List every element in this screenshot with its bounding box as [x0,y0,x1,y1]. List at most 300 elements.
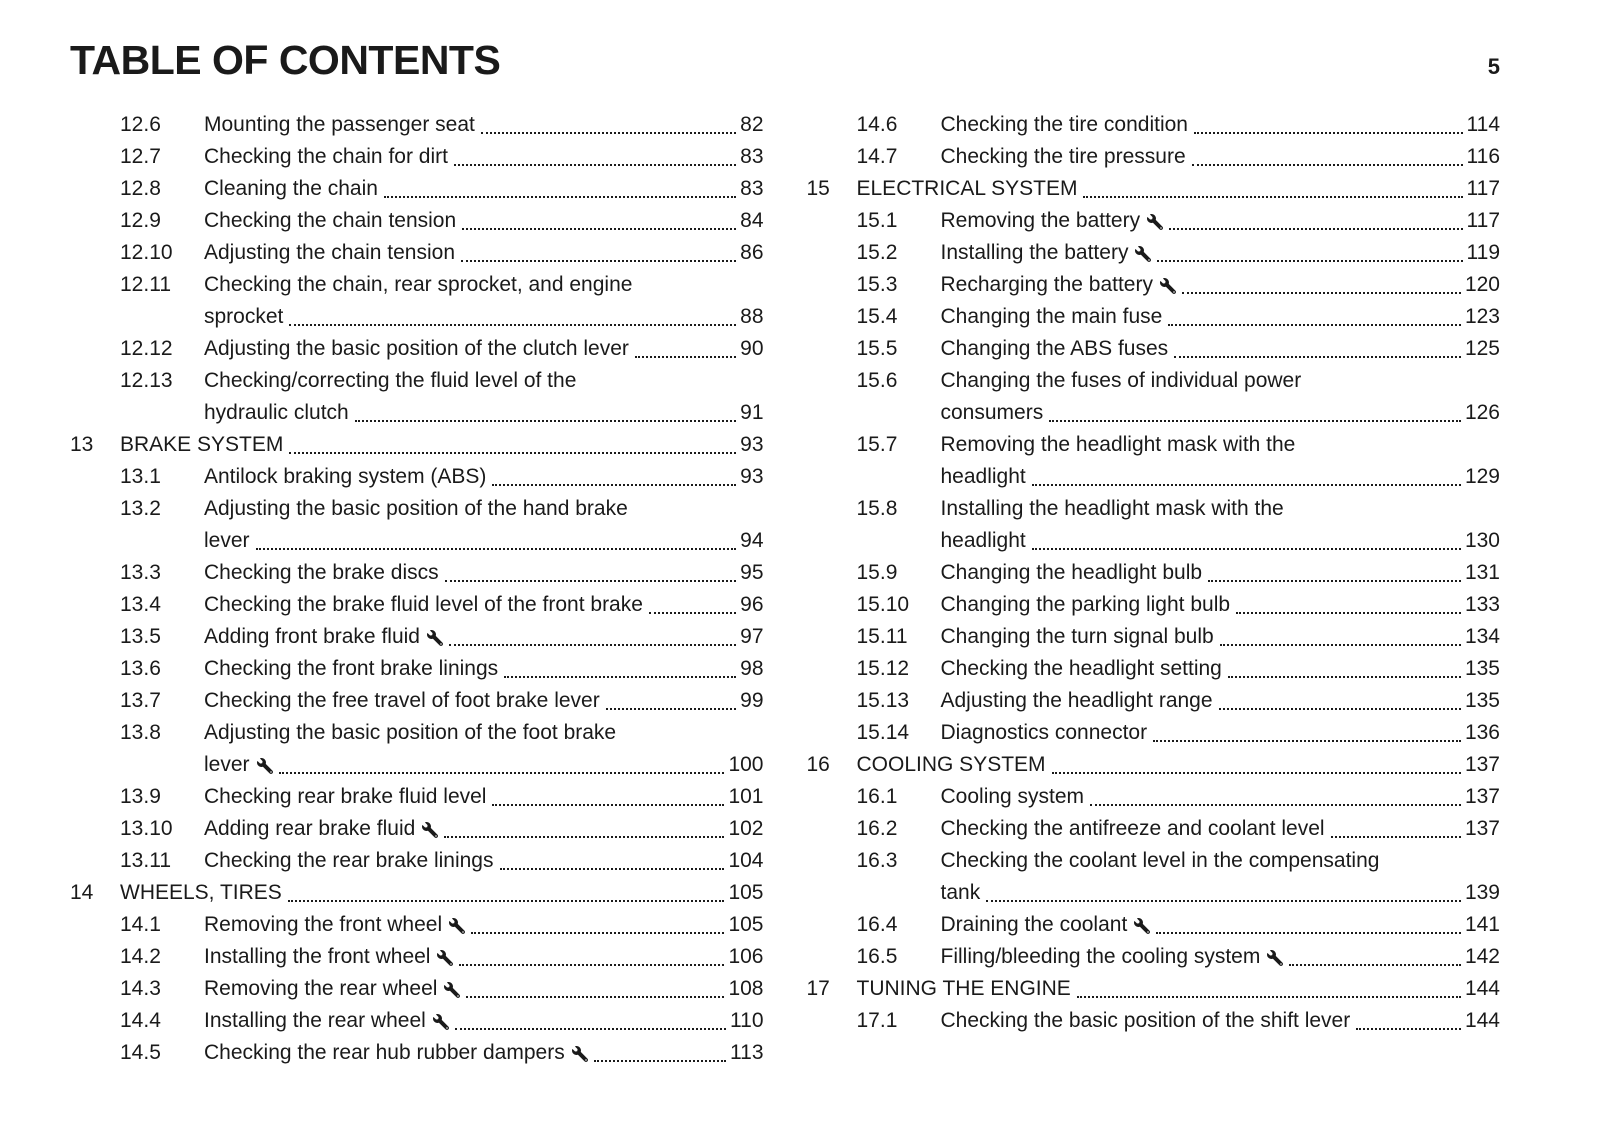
dot-leader [288,900,725,902]
entry-title: Recharging the battery [940,273,1153,297]
entry-titlebox [941,909,1501,941]
entry-title: WHEELS, TIRES [120,881,282,905]
entry-page-number: 126 [1464,401,1500,425]
entry-number: 12.13 [120,369,173,393]
entry-last-line [941,461,1501,493]
entry-titlebox [941,717,1501,749]
entry-title: Changing the headlight bulb [940,561,1203,585]
entry-number: 13.11 [120,849,171,873]
toc-entry [70,621,764,653]
entry-titlebox [941,813,1501,845]
entry-number: 14.1 [120,913,161,937]
toc-chapter-entry [70,429,764,461]
entry-titlebox [941,557,1501,589]
entry-number: 14 [70,881,94,905]
dot-leader [279,772,725,774]
entry-title: Installing the rear wheel [204,1009,426,1033]
entry-title-line: Checking the coolant level in the compensating [940,849,1380,873]
dot-leader [459,964,724,966]
entry-title: Changing the main fuse [940,305,1163,329]
entry-last-line [941,1005,1501,1037]
entry-titlebox [941,1005,1501,1037]
entry-titlebox [204,621,764,653]
entry-number: 17.1 [856,1009,898,1033]
entry-title: Adding front brake fluid [204,625,420,649]
toc-entry [70,589,764,621]
entry-page-number: 129 [1464,465,1500,489]
entry-last-line [204,301,764,333]
entry-page-number: 82 [740,113,764,137]
entry-last-line [941,653,1501,685]
entry-page-number: 84 [740,209,764,233]
entry-titlebox [204,1037,764,1069]
entry-title-line: Removing the headlight mask with the [940,433,1296,457]
entry-page-number: 105 [728,913,764,937]
entry-last-line [204,1037,764,1069]
entry-titlebox [941,141,1501,173]
entry-page-number: 91 [740,401,764,425]
entry-title: Adjusting the headlight range [940,689,1213,713]
entry-page-number: 144 [1464,1009,1500,1033]
entry-number: 13.7 [120,689,161,713]
entry-last-line [941,109,1501,141]
dot-leader [384,196,736,198]
toc-chapter-entry [807,173,1501,205]
entry-title-line: Adjusting the basic position of the hand brake [204,497,628,521]
dot-leader [1289,964,1461,966]
toc-entry [70,1005,764,1037]
entry-page-number: 114 [1466,113,1500,137]
entry-titlebox [204,109,764,141]
dot-leader [455,1028,726,1030]
entry-titlebox [857,749,1501,781]
entry-last-line [204,397,764,429]
entry-page-number: 119 [1466,241,1500,265]
dot-leader [1157,260,1462,262]
dot-leader [289,452,736,454]
entry-title: Filling/bleeding the cooling system [940,945,1261,969]
entry-number: 13.5 [120,625,161,649]
page-title: TABLE OF CONTENTS [70,37,501,83]
entry-title: headlight [940,529,1026,553]
toc-entry [807,205,1501,237]
entry-title: Checking the front brake linings [204,657,499,681]
page-number: 5 [1487,54,1500,79]
dot-leader [1049,420,1461,422]
entry-title: Installing the battery [940,241,1129,265]
entry-page-number: 130 [1464,529,1500,553]
entry-title: hydraulic clutch [204,401,349,425]
dot-leader [1168,324,1461,326]
toc-chapter-entry [807,973,1501,1005]
entry-title: Checking the basic position of the shift lever [940,1009,1351,1033]
entry-number: 15.1 [856,209,898,233]
entry-page-number: 93 [740,433,764,457]
entry-number: 16 [806,753,830,777]
toc-entry [70,461,764,493]
dot-leader [594,1060,726,1062]
toc-entry [70,717,764,781]
entry-number: 14.2 [120,945,161,969]
dot-leader [1083,196,1462,198]
dot-leader [492,484,736,486]
entry-title-line: Checking/correcting the fluid level of the [204,369,577,393]
toc-entry [807,557,1501,589]
toc-entry [807,493,1501,557]
entry-last-line [204,333,764,365]
entry-title: lever [204,529,250,553]
entry-number: 12.7 [120,145,161,169]
entry-titlebox [941,109,1501,141]
entry-number: 13.6 [120,657,161,681]
entry-titlebox [857,173,1501,205]
toc-entry [807,717,1501,749]
toc-entry [70,557,764,589]
entry-titlebox [120,877,764,909]
entry-last-line [204,109,764,141]
entry-title-line: Checking the chain, rear sprocket, and engine [204,273,633,297]
dot-leader [504,676,736,678]
dot-leader [445,580,737,582]
toc-entry [70,109,764,141]
entry-title: Installing the front wheel [204,945,431,969]
entry-page-number: 83 [740,145,764,169]
dot-leader [635,356,736,358]
entry-last-line [857,973,1501,1005]
toc-entry [70,1037,764,1069]
entry-page-number: 88 [740,305,764,329]
entry-number: 12.12 [120,337,173,361]
entry-last-line [941,621,1501,653]
entry-titlebox [204,589,764,621]
entry-page-number: 144 [1464,977,1500,1001]
entry-last-line [941,877,1501,909]
dot-leader [355,420,736,422]
toc-page [70,38,1500,1069]
dot-leader [256,548,737,550]
entry-last-line [941,909,1501,941]
entry-page-number: 93 [740,465,764,489]
wrench-icon [1134,918,1150,934]
entry-number: 15.9 [856,561,898,585]
dot-leader [1331,836,1461,838]
entry-last-line [204,557,764,589]
entry-number: 12.9 [120,209,161,233]
entry-title: Adjusting the basic position of the clutch lever [204,337,629,361]
entry-page-number: 90 [740,337,764,361]
dot-leader [1156,932,1461,934]
entry-title: Checking the headlight setting [940,657,1222,681]
entry-titlebox [204,365,764,429]
entry-page-number: 95 [740,561,764,585]
entry-number: 15.4 [856,305,898,329]
entry-page-number: 99 [740,689,764,713]
entry-page-number: 86 [740,241,764,265]
toc-entry [807,141,1501,173]
entry-page-number: 137 [1464,753,1500,777]
toc-entry [70,781,764,813]
entry-page-number: 105 [728,881,764,905]
dot-leader [1208,580,1461,582]
entry-last-line [204,205,764,237]
entry-page-number: 142 [1464,945,1500,969]
toc-entry [70,365,764,429]
entry-titlebox [204,461,764,493]
entry-title: Checking the tire pressure [940,145,1186,169]
entry-page-number: 123 [1464,305,1500,329]
dot-leader [1228,676,1461,678]
toc-entry [70,141,764,173]
entry-number: 15.13 [856,689,910,713]
toc-entry [70,653,764,685]
toc-entry [807,845,1501,909]
entry-title: ELECTRICAL SYSTEM [856,177,1078,201]
entry-page-number: 135 [1464,657,1500,681]
entry-last-line [204,749,764,781]
toc-entry [70,845,764,877]
entry-titlebox [857,973,1501,1005]
dot-leader [1194,132,1463,134]
entry-page-number: 96 [740,593,764,617]
toc-entry [807,685,1501,717]
entry-last-line [941,333,1501,365]
entry-number: 14.4 [120,1009,161,1033]
entry-number: 13.9 [120,785,161,809]
entry-titlebox [204,845,764,877]
dot-leader [471,932,724,934]
entry-last-line [857,749,1501,781]
entry-last-line [204,173,764,205]
entry-titlebox [941,621,1501,653]
entry-last-line [204,781,764,813]
entry-title: Checking the rear brake linings [204,849,494,873]
dot-leader [481,132,736,134]
wrench-icon [437,950,453,966]
dot-leader [1192,164,1463,166]
entry-title: lever [204,753,250,777]
dot-leader [1220,644,1461,646]
entry-last-line [941,781,1501,813]
entry-title: Checking the brake fluid level of the front brake [204,593,643,617]
entry-last-line [941,141,1501,173]
entry-number: 13.10 [120,817,173,841]
dot-leader [444,836,724,838]
entry-last-line [941,237,1501,269]
entry-title: Removing the rear wheel [204,977,438,1001]
entry-title: Diagnostics connector [940,721,1148,745]
dot-leader [1052,772,1461,774]
entry-number: 13 [70,433,94,457]
entry-titlebox [941,269,1501,301]
dot-leader [449,644,736,646]
entry-number: 16.4 [856,913,898,937]
entry-number: 16.3 [856,849,898,873]
entry-number: 12.11 [120,273,171,297]
entry-title: Checking the antifreeze and coolant level [940,817,1325,841]
wrench-icon [449,918,465,934]
dot-leader [986,900,1461,902]
dot-leader [606,708,736,710]
entry-page-number: 113 [730,1041,764,1065]
entry-number: 12.6 [120,113,161,137]
toc-chapter-entry [70,877,764,909]
entry-titlebox [204,557,764,589]
entry-page-number: 101 [728,785,764,809]
toc-columns [70,109,1500,1069]
entry-page-number: 125 [1464,337,1500,361]
entry-page-number: 135 [1464,689,1500,713]
toc-entry [807,941,1501,973]
entry-page-number: 106 [728,945,764,969]
entry-title: Removing the battery [940,209,1141,233]
entry-title: Draining the coolant [940,913,1128,937]
entry-title: TUNING THE ENGINE [856,977,1071,1001]
entry-title-line: Adjusting the basic position of the foot brake [204,721,617,745]
wrench-icon [1160,278,1176,294]
entry-title: Adding rear brake fluid [204,817,416,841]
entry-page-number: 117 [1466,209,1500,233]
entry-number: 15.7 [856,433,898,457]
entry-number: 12.8 [120,177,161,201]
entry-last-line [941,269,1501,301]
entry-titlebox [204,685,764,717]
entry-number: 15.11 [856,625,908,649]
entry-title-line: Installing the headlight mask with the [940,497,1284,521]
toc-entry [807,813,1501,845]
entry-number: 13.1 [120,465,161,489]
entry-titlebox [941,205,1501,237]
toc-entry [807,365,1501,429]
entry-last-line [204,525,764,557]
entry-last-line [941,205,1501,237]
entry-page-number: 100 [728,753,764,777]
toc-entry [70,909,764,941]
entry-number: 15.14 [856,721,910,745]
wrench-icon [1267,950,1283,966]
entry-page-number: 131 [1464,561,1500,585]
entry-number: 15.8 [856,497,898,521]
entry-last-line [941,397,1501,429]
entry-title: Checking the rear hub rubber dampers [204,1041,565,1065]
entry-titlebox [204,493,764,557]
entry-number: 15.10 [856,593,910,617]
toc-entry [70,685,764,717]
entry-last-line [204,845,764,877]
entry-number: 16.1 [856,785,898,809]
entry-page-number: 104 [728,849,764,873]
entry-number: 15 [806,177,830,201]
entry-page-number: 137 [1464,817,1500,841]
toc-entry [70,173,764,205]
entry-number: 15.5 [856,337,898,361]
entry-titlebox [204,781,764,813]
entry-last-line [204,909,764,941]
entry-number: 16.2 [856,817,898,841]
entry-number: 15.3 [856,273,898,297]
entry-title: consumers [940,401,1044,425]
dot-leader [1153,740,1461,742]
entry-titlebox [941,941,1501,973]
entry-page-number: 117 [1466,177,1500,201]
toc-entry [807,333,1501,365]
entry-last-line [857,173,1501,205]
dot-leader [1032,484,1461,486]
entry-number: 14.6 [856,113,898,137]
entry-last-line [204,813,764,845]
entry-last-line [941,557,1501,589]
wrench-icon [427,630,443,646]
entry-page-number: 94 [740,529,764,553]
wrench-icon [422,822,438,838]
entry-titlebox [204,1005,764,1037]
wrench-icon [1135,246,1151,262]
toc-entry [807,109,1501,141]
entry-page-number: 116 [1466,145,1500,169]
entry-last-line [204,941,764,973]
wrench-icon [572,1046,588,1062]
entry-page-number: 110 [730,1009,764,1033]
entry-title: Antilock braking system (ABS) [204,465,487,489]
entry-last-line [204,461,764,493]
entry-last-line [941,301,1501,333]
page-header [70,38,1500,83]
entry-last-line [204,685,764,717]
entry-title: headlight [940,465,1026,489]
entry-title: Removing the front wheel [204,913,443,937]
wrench-icon [257,758,273,774]
entry-last-line [120,429,764,461]
entry-title: Changing the ABS fuses [940,337,1169,361]
entry-last-line [941,717,1501,749]
entry-title: Mounting the passenger seat [204,113,475,137]
entry-titlebox [204,205,764,237]
toc-entry [807,781,1501,813]
dot-leader [1356,1028,1461,1030]
wrench-icon [433,1014,449,1030]
entry-last-line [941,941,1501,973]
entry-page-number: 141 [1464,913,1500,937]
dot-leader [289,324,736,326]
entry-titlebox [941,237,1501,269]
entry-titlebox [204,653,764,685]
entry-last-line [204,141,764,173]
entry-number: 15.2 [856,241,898,265]
toc-entry [70,333,764,365]
dot-leader [1174,356,1461,358]
toc-entry [807,653,1501,685]
entry-titlebox [204,717,764,781]
toc-entry [807,429,1501,493]
toc-entry [807,589,1501,621]
dot-leader [1077,996,1461,998]
toc-entry [70,269,764,333]
entry-title: Adjusting the chain tension [204,241,456,265]
dot-leader [461,260,736,262]
entry-title: Cooling system [940,785,1085,809]
wrench-icon [1147,214,1163,230]
toc-entry [70,205,764,237]
entry-title-line: Changing the fuses of individual power [940,369,1302,393]
entry-last-line [204,1005,764,1037]
entry-titlebox [941,845,1501,909]
entry-page-number: 134 [1464,625,1500,649]
dot-leader [649,612,736,614]
wrench-icon [444,982,460,998]
entry-last-line [204,621,764,653]
toc-entry [70,973,764,1005]
entry-title: BRAKE SYSTEM [120,433,284,457]
entry-page-number: 98 [740,657,764,681]
